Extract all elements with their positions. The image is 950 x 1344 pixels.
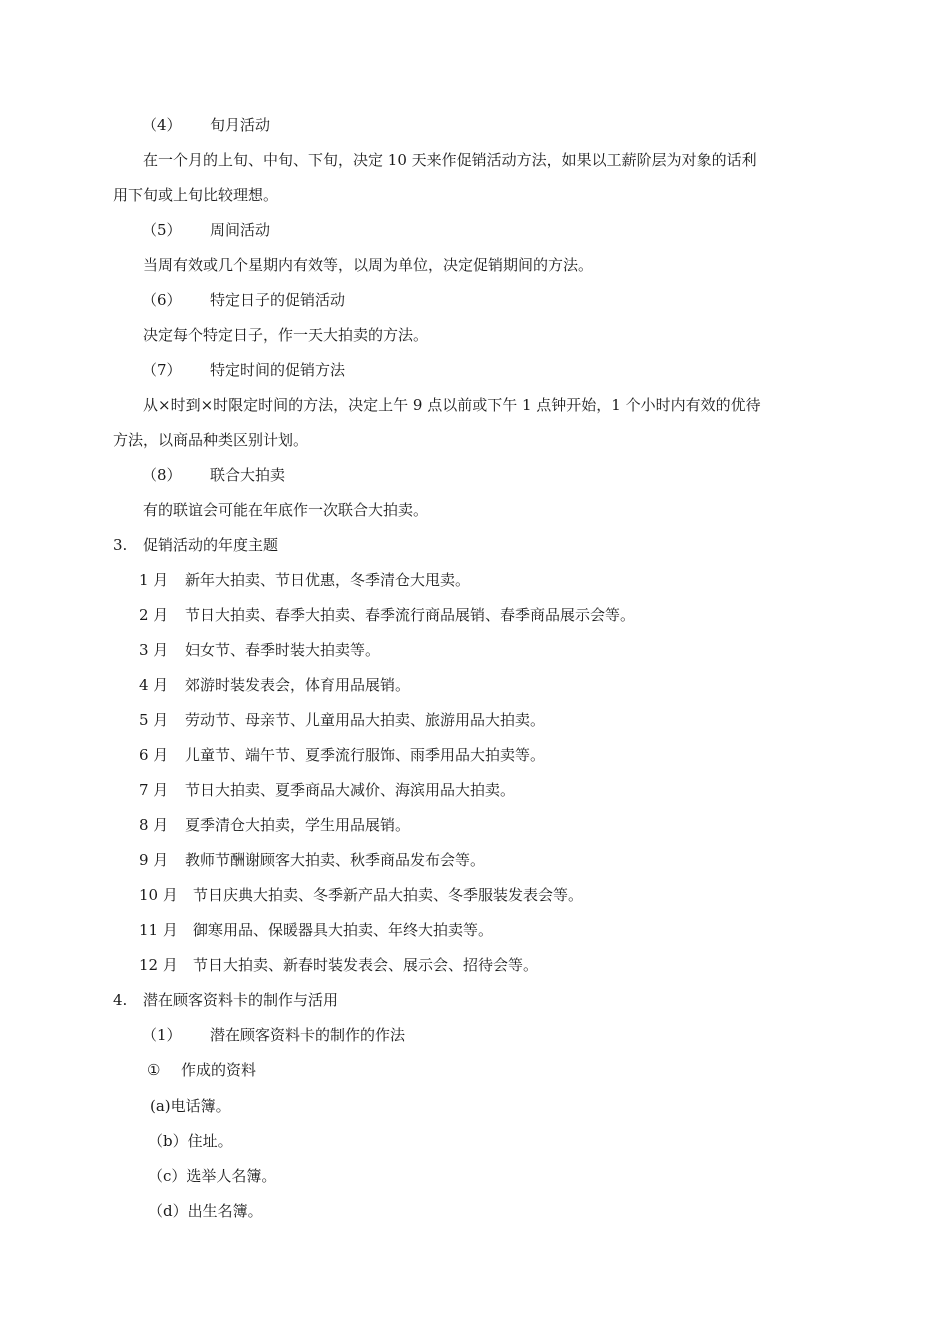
- paragraph-line: 方法，以商品种类区别计划。: [113, 431, 309, 449]
- subsection-number: （8）: [142, 466, 182, 484]
- month-label: 10 月: [139, 886, 178, 904]
- list-item: (a)电话簿。: [150, 1097, 231, 1115]
- month-text: 御寒用品、保暖器具大拍卖、年终大拍卖等。: [193, 921, 494, 939]
- month-item: [139, 850, 485, 870]
- section-title: 促销活动的年度主题: [143, 536, 279, 554]
- month-text: 教师节酬谢顾客大拍卖、秋季商品发布会等。: [185, 851, 486, 869]
- month-label: 3 月: [139, 641, 169, 659]
- paragraph-line: 当周有效或几个星期内有效等，以周为单位，决定促销期间的方法。: [143, 256, 594, 274]
- circled-title: 作成的资料: [181, 1061, 257, 1079]
- month-text: 节日大拍卖、夏季商品大减价、海滨用品大拍卖。: [185, 781, 516, 799]
- subsection-title: 旬月活动: [210, 116, 271, 134]
- month-label: 1 月: [139, 571, 169, 589]
- month-label: 2 月: [139, 606, 169, 624]
- month-item: [139, 815, 410, 835]
- month-label: 5 月: [139, 711, 169, 729]
- month-item: [139, 885, 583, 905]
- subsection-heading: [142, 115, 270, 135]
- month-text: 郊游时装发表会，体育用品展销。: [185, 676, 411, 694]
- month-text: 节日大拍卖、新春时装发表会、展示会、招待会等。: [193, 956, 539, 974]
- month-text: 劳动节、母亲节、儿童用品大拍卖、旅游用品大拍卖。: [185, 711, 546, 729]
- subsection-number: （7）: [142, 361, 182, 379]
- month-text: 妇女节、春季时装大拍卖等。: [185, 641, 381, 659]
- subsection-number: （5）: [142, 221, 182, 239]
- paragraph-line: 决定每个特定日子，作一天大拍卖的方法。: [143, 326, 429, 344]
- month-text: 节日大拍卖、春季大拍卖、春季流行商品展销、春季商品展示会等。: [185, 606, 636, 624]
- subsection-heading: [142, 220, 270, 240]
- month-label: 9 月: [139, 851, 169, 869]
- subsection-title: 特定日子的促销活动: [210, 291, 346, 309]
- month-item: [139, 570, 470, 590]
- month-label: 4 月: [139, 676, 169, 694]
- section-title: 潜在顾客资料卡的制作与活用: [143, 991, 339, 1009]
- paragraph-line: 从×时到×时限定时间的方法，决定上午 9 点以前或下午 1 点钟开始，1 个小时内有效的优待: [143, 396, 761, 414]
- subsection-title: 周间活动: [210, 221, 271, 239]
- list-item: （b）住址。: [148, 1132, 233, 1150]
- month-text: 夏季清仓大拍卖，学生用品展销。: [185, 816, 411, 834]
- subsection-heading: [142, 360, 345, 380]
- list-item: （c）选举人名簿。: [148, 1167, 277, 1185]
- subsection-number: （4）: [142, 116, 182, 134]
- subsection-title: 潜在顾客资料卡的制作的作法: [210, 1026, 406, 1044]
- circled-number: ①: [147, 1061, 161, 1079]
- month-label: 7 月: [139, 781, 169, 799]
- circled-heading: [147, 1060, 256, 1080]
- month-text: 新年大拍卖、节日优惠，冬季清仓大甩卖。: [185, 571, 471, 589]
- month-item: [139, 920, 493, 940]
- month-item: [139, 955, 538, 975]
- month-item: [139, 675, 410, 695]
- month-label: 12 月: [139, 956, 178, 974]
- month-item: [139, 745, 545, 765]
- subsection-title: 特定时间的促销方法: [210, 361, 346, 379]
- subsection-heading: [142, 1025, 405, 1045]
- month-label: 8 月: [139, 816, 169, 834]
- subsection-number: （6）: [142, 291, 182, 309]
- subsection-heading: [142, 465, 285, 485]
- month-text: 节日庆典大拍卖、冬季新产品大拍卖、冬季服装发表会等。: [193, 886, 584, 904]
- section-number: 4.: [113, 991, 128, 1009]
- month-label: 11 月: [139, 921, 178, 939]
- month-text: 儿童节、端午节、夏季流行服饰、雨季用品大拍卖等。: [185, 746, 546, 764]
- section-number: 3.: [113, 536, 128, 554]
- paragraph-line: 有的联谊会可能在年底作一次联合大拍卖。: [143, 501, 429, 519]
- month-item: [139, 710, 545, 730]
- subsection-title: 联合大拍卖: [210, 466, 286, 484]
- section-heading: [113, 990, 338, 1010]
- month-label: 6 月: [139, 746, 169, 764]
- paragraph-line: 在一个月的上旬、中旬、下旬，决定 10 天来作促销活动方法，如果以工薪阶层为对象的话利: [143, 151, 757, 169]
- month-item: [139, 780, 515, 800]
- section-heading: [113, 535, 278, 555]
- list-item: （d）出生名簿。: [148, 1202, 263, 1220]
- month-item: [139, 605, 635, 625]
- paragraph-line: 用下旬或上旬比较理想。: [113, 186, 279, 204]
- subsection-number: （1）: [142, 1026, 182, 1044]
- subsection-heading: [142, 290, 345, 310]
- month-item: [139, 640, 380, 660]
